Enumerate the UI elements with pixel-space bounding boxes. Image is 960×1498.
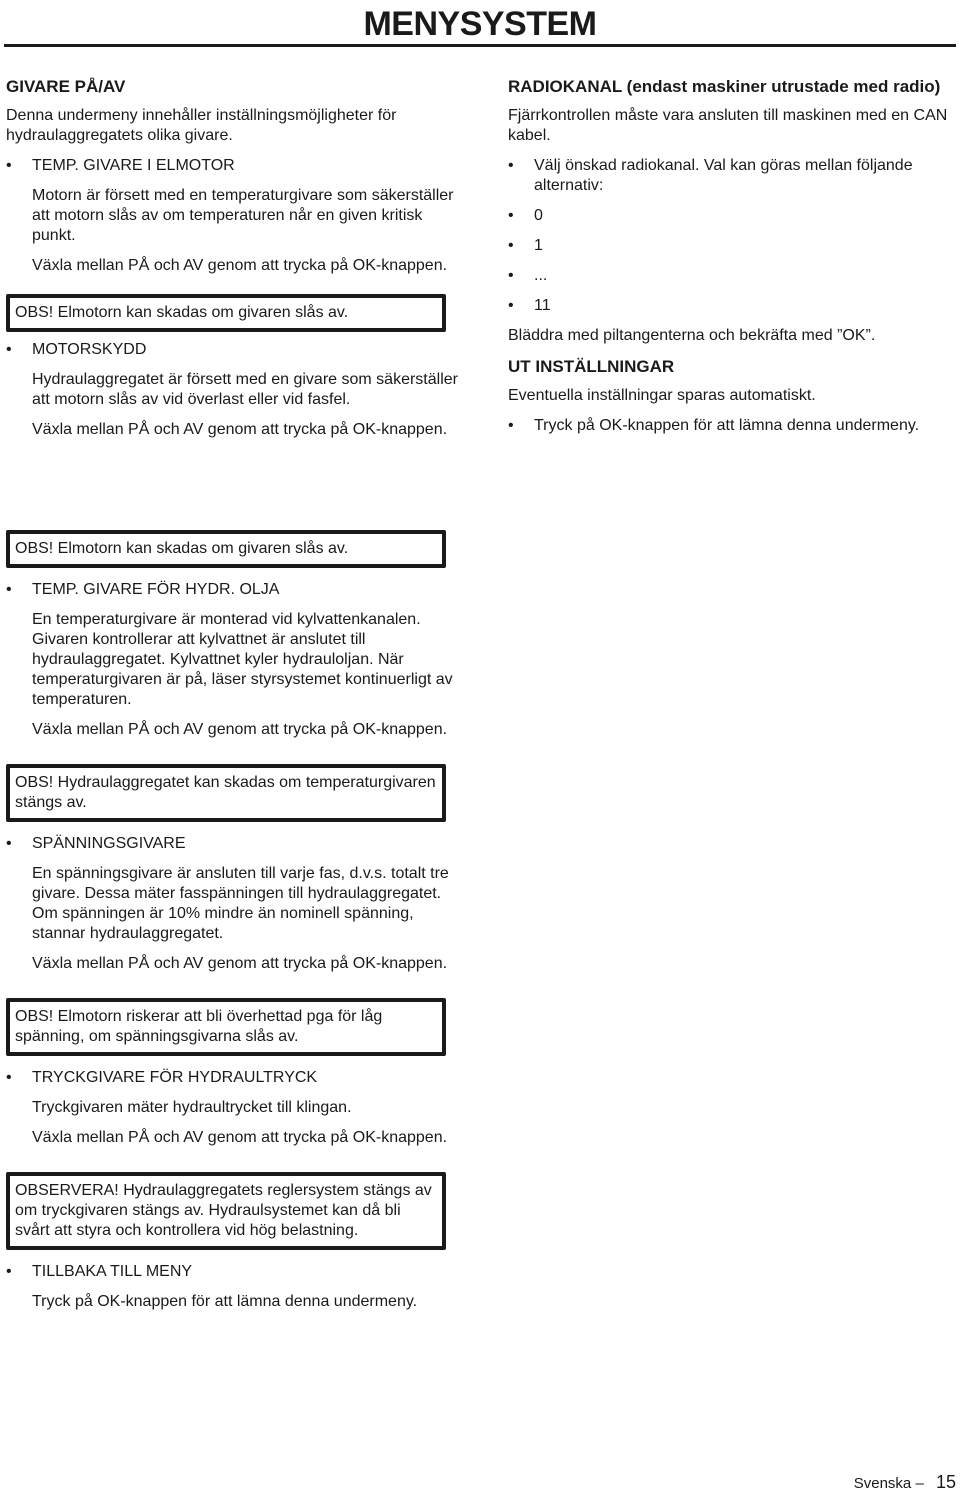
option-value: 11 xyxy=(534,297,551,314)
radio-intro: Fjärrkontrollen måste vara ansluten till maskinen med en CAN kabel. xyxy=(508,107,948,144)
item-title: MOTORSKYDD xyxy=(32,341,147,358)
item-toggle-instruction: Växla mellan PÅ och AV genom att trycka på OK-knappen. xyxy=(32,721,448,738)
item-text: Välj önskad radiokanal. Val kan göras mellan följande alternativ: xyxy=(534,157,913,194)
item-toggle-instruction: Växla mellan PÅ och AV genom att trycka på OK-knappen. xyxy=(32,1129,448,1146)
page-number: 15 xyxy=(935,1472,956,1492)
bullet-icon: • xyxy=(508,267,514,284)
section-heading-radio: RADIOKANAL (endast maskiner utrustade med radio) xyxy=(508,77,941,96)
section-heading-sensors: GIVARE PÅ/AV xyxy=(6,77,126,96)
page-title: MENYSYSTEM xyxy=(363,5,597,43)
item-toggle-instruction: Växla mellan PÅ och AV genom att trycka på OK-knappen. xyxy=(32,421,448,438)
option-value: 1 xyxy=(534,237,543,254)
list-item-exit xyxy=(508,416,948,436)
page-footer xyxy=(854,1472,956,1494)
item-description: Tryckgivaren mäter hydraultrycket till klingan. xyxy=(32,1099,352,1116)
bullet-icon: • xyxy=(6,1263,12,1280)
sensors-intro: Denna undermeny innehåller inställningsmöjligheter för hydraulaggregatets olika givare. xyxy=(6,107,397,144)
list-item-channel-option xyxy=(508,296,948,316)
warning-note: OBS! Elmotorn kan skadas om givaren slås av. xyxy=(6,530,446,568)
title-divider xyxy=(4,44,956,47)
item-text: Tryck på OK-knappen för att lämna denna undermeny. xyxy=(534,417,920,434)
list-item-channel-option xyxy=(508,206,948,226)
option-value: 0 xyxy=(534,207,543,224)
item-description: En temperaturgivare är monterad vid kylvattenkanalen. Givaren kontrollerar att kylvattnet är anslutet till hydraulaggregatet. Kylvattnet kyler hydrauloljan. När temperaturgivaren är på, läser styrsystemet kontinuerligt av temperaturen. xyxy=(32,611,453,708)
list-item-oil-temp xyxy=(6,580,466,600)
item-title: TEMP. GIVARE I ELMOTOR xyxy=(32,157,235,174)
lower-left-column xyxy=(6,530,466,1322)
item-description: En spänningsgivare är ansluten till varje fas, d.v.s. totalt tre givare. Dessa mäter fasspänningen till hydraulaggregatet. Om spänningen är 10% mindre än nominell spänning, stannar hydraulaggregatet. xyxy=(32,865,449,942)
left-column xyxy=(6,76,466,450)
option-value: ... xyxy=(534,267,548,284)
bullet-icon: • xyxy=(6,835,12,852)
list-item-motor-temp xyxy=(6,156,466,176)
section-heading-exit-settings: UT INSTÄLLNINGAR xyxy=(508,357,675,376)
list-item-back-to-menu xyxy=(6,1262,466,1282)
item-toggle-instruction: Växla mellan PÅ och AV genom att trycka på OK-knappen. xyxy=(32,257,448,274)
list-item-choose-channel xyxy=(508,156,948,196)
item-description: Motorn är försett med en temperaturgivare som säkerställer att motorn slås av om temperaturen når en given kritisk punkt. xyxy=(32,187,454,244)
bullet-icon: • xyxy=(6,1069,12,1086)
item-description: Hydraulaggregatet är försett med en givare som säkerställer att motorn slås av vid överlast eller vid fasfel. xyxy=(32,371,458,408)
list-item-pressure xyxy=(6,1068,466,1088)
autosave-text: Eventuella inställningar sparas automatiskt. xyxy=(508,387,816,404)
item-title: SPÄNNINGSGIVARE xyxy=(32,835,186,852)
item-title: TILLBAKA TILL MENY xyxy=(32,1263,193,1280)
list-item-channel-option xyxy=(508,266,948,286)
bullet-icon: • xyxy=(508,237,514,254)
footer-language: Svenska xyxy=(853,1475,912,1492)
bullet-icon: • xyxy=(508,207,514,224)
item-description: Tryck på OK-knappen för att lämna denna undermeny. xyxy=(32,1293,418,1310)
bullet-icon: • xyxy=(508,297,514,314)
bullet-icon: • xyxy=(508,417,514,434)
scroll-instruction: Bläddra med piltangenterna och bekräfta med ”OK”. xyxy=(508,327,876,344)
bullet-icon: • xyxy=(6,581,12,598)
bullet-icon: • xyxy=(6,341,12,358)
list-item-voltage xyxy=(6,834,466,854)
warning-note: OBS! Elmotorn kan skadas om givaren slås av. xyxy=(6,294,446,332)
warning-note: OBS! Elmotorn riskerar att bli överhettad pga för låg spänning, om spänningsgivarna slås av. xyxy=(6,998,446,1056)
warning-note: OBS! Hydraulaggregatet kan skadas om temperaturgivaren stängs av. xyxy=(6,764,446,822)
item-title: TEMP. GIVARE FÖR HYDR. OLJA xyxy=(32,581,280,598)
list-item-motor-protection xyxy=(6,340,466,360)
bullet-icon: • xyxy=(6,157,12,174)
warning-note: OBSERVERA! Hydraulaggregatets reglersystem stängs av om tryckgivaren stängs av. Hydraulsystemet kan då bli svårt att styra och kontrollera vid hög belastning. xyxy=(6,1172,446,1250)
item-title: TRYCKGIVARE FÖR HYDRAULTRYCK xyxy=(32,1069,318,1086)
right-column xyxy=(508,76,948,446)
list-item-channel-option xyxy=(508,236,948,256)
bullet-icon: • xyxy=(508,157,514,174)
item-toggle-instruction: Växla mellan PÅ och AV genom att trycka på OK-knappen. xyxy=(32,955,448,972)
footer-dash: – xyxy=(915,1475,924,1492)
